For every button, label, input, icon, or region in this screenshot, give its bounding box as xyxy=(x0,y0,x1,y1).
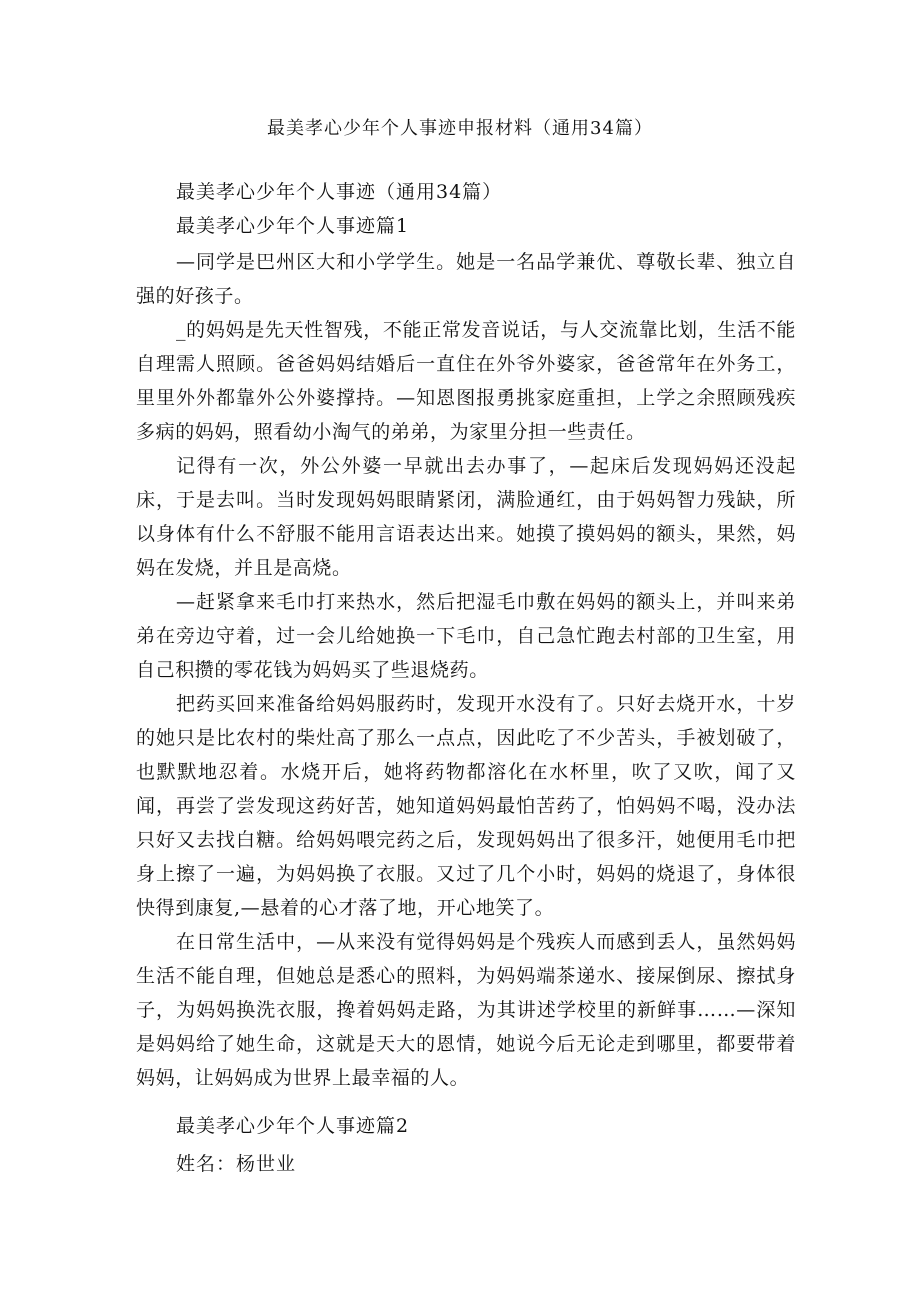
paragraph-3: 记得有一次，外公外婆一早就出去办事了，—起床后发现妈妈还没起床，于是去叫。当时发现妈妈眼睛紧闭，满脸通红，由于妈妈智力残缺，所以身体有什么不舒服不能用言语表达出来。她摸了摸妈妈的额头，果然，妈妈在发烧，并且是高烧。 xyxy=(136,455,796,579)
name-line: 姓名：杨世业 xyxy=(176,1153,297,1175)
paragraph-1: —同学是巴州区大和小学学生。她是一名品学兼优、尊敬长辈、独立自强的好孩子。 xyxy=(136,251,796,307)
section-2-heading: 最美孝心少年个人事迹篇2 xyxy=(176,1115,410,1137)
document-title: 最美孝心少年个人事迹申报材料（通用34篇） xyxy=(267,118,653,139)
paragraph-2: _的妈妈是先天性智残，不能正常发音说话，与人交流靠比划，生活不能自理需人照顾。爸爸妈妈结婚后一直住在外爷外婆家，爸爸常年在外务工，里里外外都靠外公外婆撑持。—知恩图报勇挑家庭重担，上学之余照顾残疾多病的妈妈，照看幼小淘气的弟弟，为家里分担一些责任。 xyxy=(136,319,796,443)
paragraph-4: —赶紧拿来毛巾打来热水，然后把湿毛巾敷在妈妈的额头上，并叫来弟弟在旁边守着，过一会儿给她换一下毛巾，自己急忙跑去村部的卫生室，用自己积攒的零花钱为妈妈买了些退烧药。 xyxy=(136,591,796,681)
section-1-heading: 最美孝心少年个人事迹篇1 xyxy=(176,215,410,237)
paragraph-6: 在日常生活中，—从来没有觉得妈妈是个残疾人而感到丢人，虽然妈妈生活不能自理，但她总是悉心的照料，为妈妈端茶递水、接屎倒尿、擦拭身子，为妈妈换洗衣服，搀着妈妈走路，为其讲述学校里的新鲜事……—深知是妈妈给了她生命，这就是天大的恩情，她说今后无论走到哪里，都要带着妈妈，让妈妈成为世界上最幸福的人。 xyxy=(136,931,796,1089)
paragraph-5: 把药买回来准备给妈妈服药时，发现开水没有了。只好去烧开水，十岁的她只是比农村的柴灶高了那么一点点，因此吃了不少苦头，手被划破了，也默默地忍着。水烧开后，她将药物都溶化在水杯里，吹了又吹，闻了又闻，再尝了尝发现这药好苦，她知道妈妈最怕苦药了，怕妈妈不喝，没办法只好又去找白糖。给妈妈喂完药之后，发现妈妈出了很多汗，她便用毛巾把身上擦了一遍，为妈妈换了衣服。又过了几个小时，妈妈的烧退了，身体很快得到康复,—悬着的心才落了地，开心地笑了。 xyxy=(136,693,796,919)
subtitle-heading: 最美孝心少年个人事迹（通用34篇） xyxy=(176,181,503,203)
